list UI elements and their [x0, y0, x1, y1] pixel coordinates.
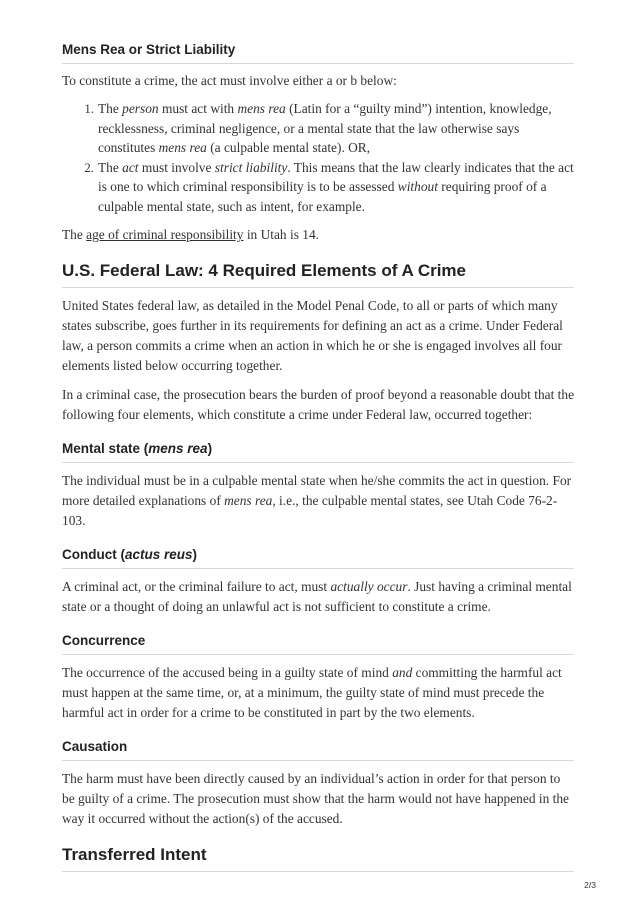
mens-rea-list	[62, 99, 574, 216]
section-heading-causation: Causation	[62, 739, 574, 761]
page-number: 2/3	[584, 880, 596, 890]
causation-paragraph: The harm must have been directly caused by an individual’s action in order for that person to be guilty of a crime. The prosecution must show that the harm would not have happened in the way it occurred without the action(s) of the accused.	[62, 771, 569, 826]
section-heading-transferred-intent: Transferred Intent	[62, 845, 574, 872]
federal-paragraph-1: United States federal law, as detailed in the Model Penal Code, to all or parts of which many states subscribe, goes further in its requirements for defining an act as a crime. Under Federal law, a person commits a crime when an action in which he or she is engaged involves all four elements listed below occurring together.	[62, 298, 563, 373]
section-heading-mental-state: Mental state (mens rea)	[62, 441, 574, 463]
list-item: 2. The act must involve strict liability. This means that the law clearly indicates that the act is one to which criminal responsibility is to be assessed without requiring proof of a culpable mental state, such as intent, for example.	[97, 158, 574, 217]
federal-paragraph-2: In a criminal case, the prosecution bears the burden of proof beyond a reasonable doubt that the following four elements, which constitute a crime under Federal law, occurred together:	[62, 387, 575, 422]
section-heading-mens-rea: Mens Rea or Strict Liability	[62, 42, 574, 64]
section-heading-conduct: Conduct (actus reus)	[62, 547, 574, 569]
mental-state-paragraph: The individual must be in a culpable mental state when he/she commits the act in question. For more detailed explanations of mens rea, i.e., the culpable mental states, see Utah Code 76-2-103.	[62, 473, 572, 528]
list-item: 1. The person must act with mens rea (Latin for a “guilty mind”) intention, knowledge, recklessness, criminal negligence, or a mental state that the law otherwise says constitutes mens rea (a culpable mental state). OR,	[97, 99, 574, 158]
age-paragraph: The age of criminal responsibility in Utah is 14.	[62, 227, 319, 242]
conduct-paragraph: A criminal act, or the criminal failure to act, must actually occur. Just having a criminal mental state or a thought of doing an unlawful act is not sufficient to constitute a crime.	[62, 579, 572, 614]
section-heading-concurrence: Concurrence	[62, 633, 574, 655]
mens-rea-intro: To constitute a crime, the act must involve either a or b below:	[62, 73, 397, 88]
section-heading-federal: U.S. Federal Law: 4 Required Elements of A Crime	[62, 261, 574, 288]
age-of-criminal-responsibility-link[interactable]: age of criminal responsibility	[86, 227, 244, 242]
document-page	[62, 42, 574, 872]
concurrence-paragraph: The occurrence of the accused being in a guilty state of mind and committing the harmful act must happen at the same time, or, at a minimum, the guilty state of mind must precede the harmful act in order for a crime to be constituted in part by the two elements.	[62, 665, 562, 720]
